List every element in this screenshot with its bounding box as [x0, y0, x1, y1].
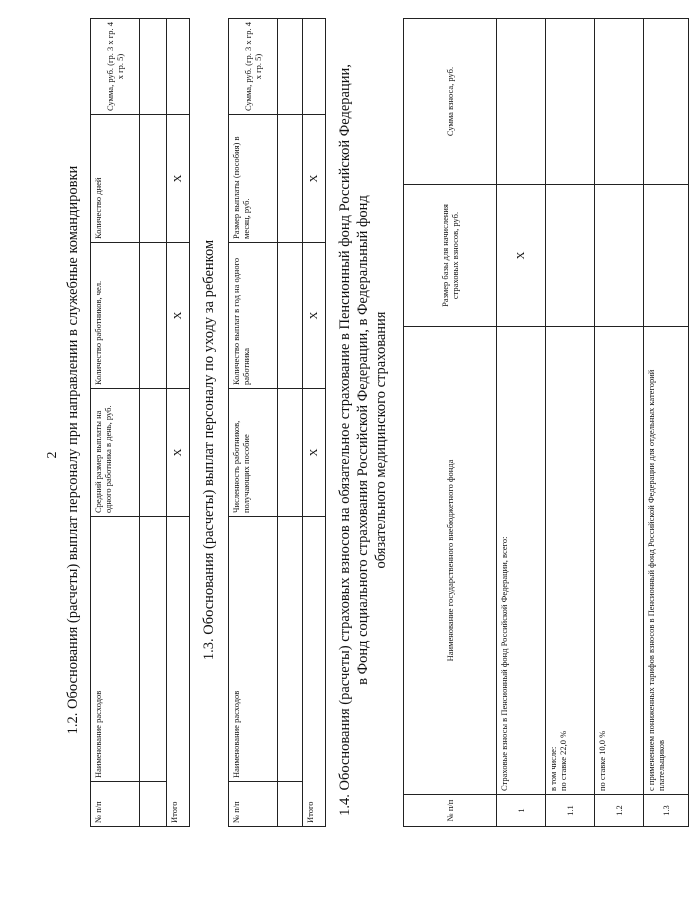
- total-cell: Х: [167, 243, 190, 389]
- col-header: Наименование расходов: [229, 517, 278, 782]
- col-header: № п/п: [91, 782, 140, 827]
- col-header: № п/п: [229, 782, 278, 827]
- row-sum: [546, 19, 595, 185]
- col-header: Количество дней: [91, 115, 140, 243]
- table-header-row: [404, 19, 497, 827]
- row-name: Страховые взносы в Пенсионный фонд Российской Федерации, всего:: [497, 327, 546, 795]
- total-cell: [167, 19, 190, 115]
- total-cell: Х: [303, 115, 326, 243]
- table-row: [644, 19, 689, 827]
- total-row: [303, 19, 326, 827]
- table-row: [140, 19, 167, 827]
- section-1-4-title-line3: обязательного медицинского страхования: [373, 311, 389, 569]
- table-row: [497, 19, 546, 827]
- insurance-contributions-table: [403, 18, 689, 827]
- total-cell: Х: [167, 389, 190, 517]
- section-1-4-title-line2: в Фонд социального страхования Российской Федерации, в Федеральный фонд: [355, 195, 371, 685]
- section-1-3-title: 1.3. Обоснования (расчеты) выплат персоналу по уходу за ребенком: [201, 239, 217, 661]
- row-base: [595, 185, 644, 327]
- col-header: Сумма взноса, руб.: [404, 19, 497, 185]
- row-sum: [595, 19, 644, 185]
- col-header: Сумма, руб. (гр. 3 х гр. 4 х гр. 5): [91, 19, 140, 115]
- col-header: Сумма, руб. (гр. 3 х гр. 4 х гр. 5): [229, 19, 278, 115]
- col-header: Размер выплаты (пособия) в месяц, руб.: [229, 115, 278, 243]
- total-row: [167, 19, 190, 827]
- row-name: с применением пониженных тарифов взносов в Пенсионный фонд Российской Федерации для отдельных категорий плательщиков: [644, 327, 689, 795]
- row-base: [644, 185, 689, 327]
- total-label: Итого: [303, 517, 326, 827]
- row-number: 1.2: [595, 795, 644, 827]
- section-1-4-title-line1: 1.4. Обоснования (расчеты) страховых взносов на обязательное страхование в Пенсионный фонд Российской Федерации,: [337, 64, 353, 816]
- col-header: Численность работников, получающих пособие: [229, 389, 278, 517]
- total-cell: Х: [303, 389, 326, 517]
- row-base: Х: [497, 185, 546, 327]
- col-header: Количество работников, чел.: [91, 243, 140, 389]
- total-cell: Х: [303, 243, 326, 389]
- section-1-2-title: 1.2. Обоснования (расчеты) выплат персоналу при направлении в служебные командировки: [65, 165, 81, 735]
- col-header: № п/п: [404, 795, 497, 827]
- row-name: в том числе: по ставке 22,0 %: [546, 327, 595, 795]
- col-header: Средний размер выплаты на одного работника в день, руб.: [91, 389, 140, 517]
- row-number: 1: [497, 795, 546, 827]
- table-row: [595, 19, 644, 827]
- table-row: [278, 19, 303, 827]
- row-number: 1.1: [546, 795, 595, 827]
- total-cell: Х: [167, 115, 190, 243]
- total-label: Итого: [167, 517, 190, 827]
- table-header-row: [229, 19, 278, 827]
- col-header: Наименование расходов: [91, 517, 140, 782]
- row-sum: [497, 19, 546, 185]
- table-row: [546, 19, 595, 827]
- table-header-row: [91, 19, 140, 827]
- row-name: по ставке 10,0 %: [595, 327, 644, 795]
- row-number: 1.3: [644, 795, 689, 827]
- col-header: Размер базы для начисления страховых взносов, руб.: [404, 185, 497, 327]
- row-sum: [644, 19, 689, 185]
- page-number: 2: [45, 451, 60, 459]
- col-header: Наименование государственного внебюджетного фонда: [404, 327, 497, 795]
- childcare-table: [228, 18, 326, 827]
- col-header: Количество выплат в год на одного работника: [229, 243, 278, 389]
- business-trip-table: [90, 18, 190, 827]
- row-base: [546, 185, 595, 327]
- total-cell: [303, 19, 326, 115]
